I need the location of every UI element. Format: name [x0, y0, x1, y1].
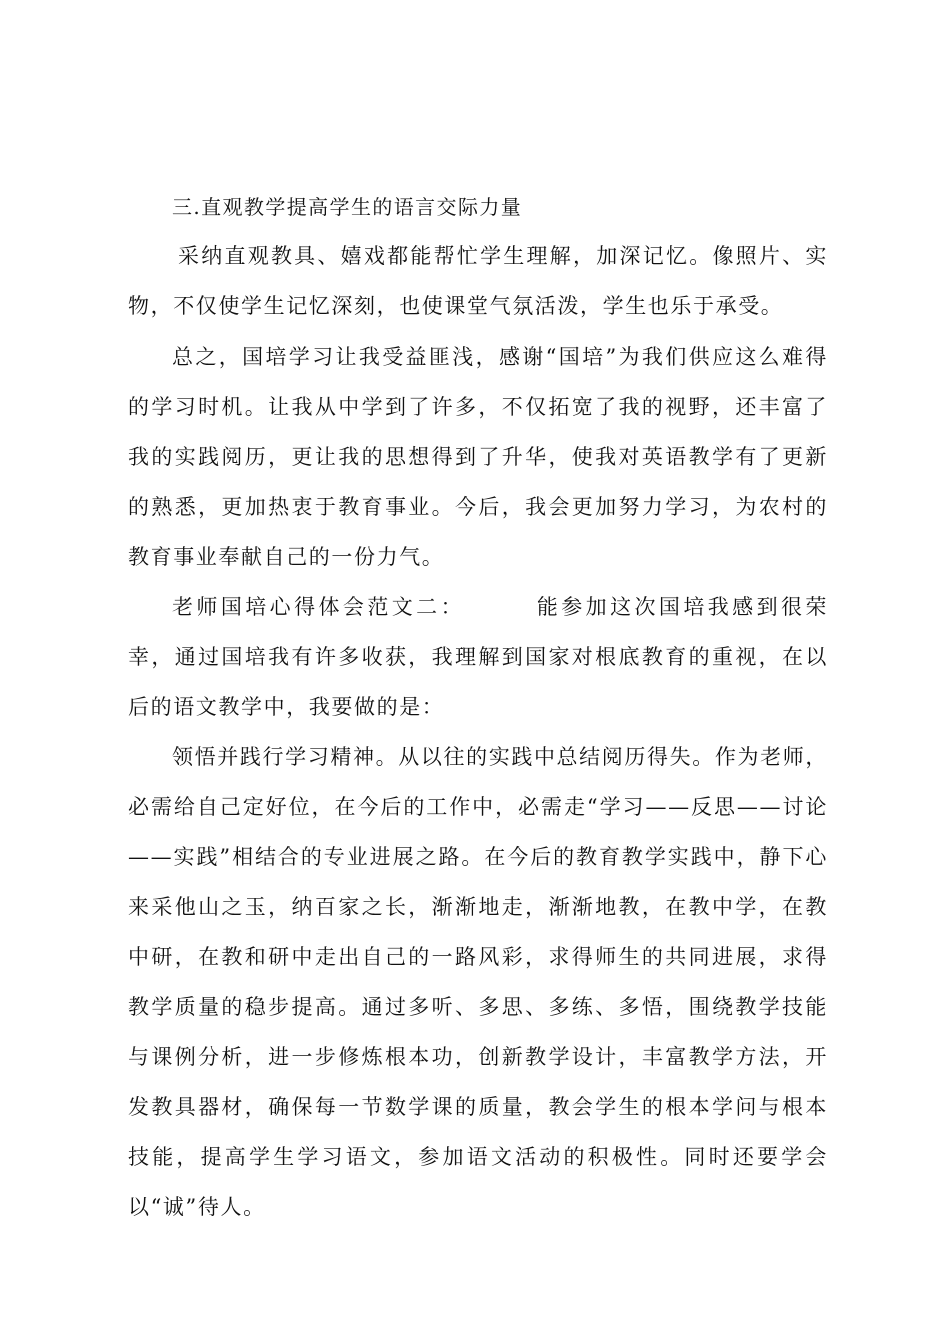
essay-two-title: 老师国培心得体会范文二：	[172, 595, 465, 619]
essay-two-opening: 能参加这次国培我感到很荣幸，通过国培我有许多收获，我理解到国家对根底教育的重视，在以后的语文教学中，我要做的是：	[128, 595, 828, 719]
paragraph-conclusion: 总之，国培学习让我受益匪浅，感谢“国培”为我们供应这么难得的学习时机。让我从中学到了许多，不仅拓宽了我的视野，还丰富了我的实践阅历，更让我的思想得到了升华，使我对英语教学有了更新的熟悉，更加热衷于教育事业。今后，我会更加努力学习，为农村的教育事业奉献自己的一份力气。	[128, 345, 828, 569]
paragraph-visual-aids: 采纳直观教具、嬉戏都能帮忙学生理解，加深记忆。像照片、实物，不仅使学生记忆深刻，也使课堂气氛活泼，学生也乐于承受。	[128, 244, 828, 318]
paragraph-practice: 领悟并践行学习精神。从以往的实践中总结阅历得失。作为老师，必需给自己定好位，在今后的工作中，必需走“学习——反思——讨论——实践”相结合的专业进展之路。在今后的教育教学实践中，静下心来采他山之玉，纳百家之长，渐渐地走，渐渐地教，在教中学，在教中研，在教和研中走出自己的一路风彩，求得师生的共同进展，求得教学质量的稳步提高。通过多听、多思、多练、多悟，围绕教学技能与课例分析，进一步修炼根本功，创新教学设计，丰富教学方法，开发教具器材，确保每一节数学课的质量，教会学生的根本学问与根本技能，提高学生学习语文，参加语文活动的积极性。同时还要学会以“诚”待人。	[128, 745, 828, 1219]
section-heading: 三.直观教学提高学生的语言交际力量	[172, 195, 523, 219]
paragraph-essay-two-intro	[128, 582, 828, 732]
